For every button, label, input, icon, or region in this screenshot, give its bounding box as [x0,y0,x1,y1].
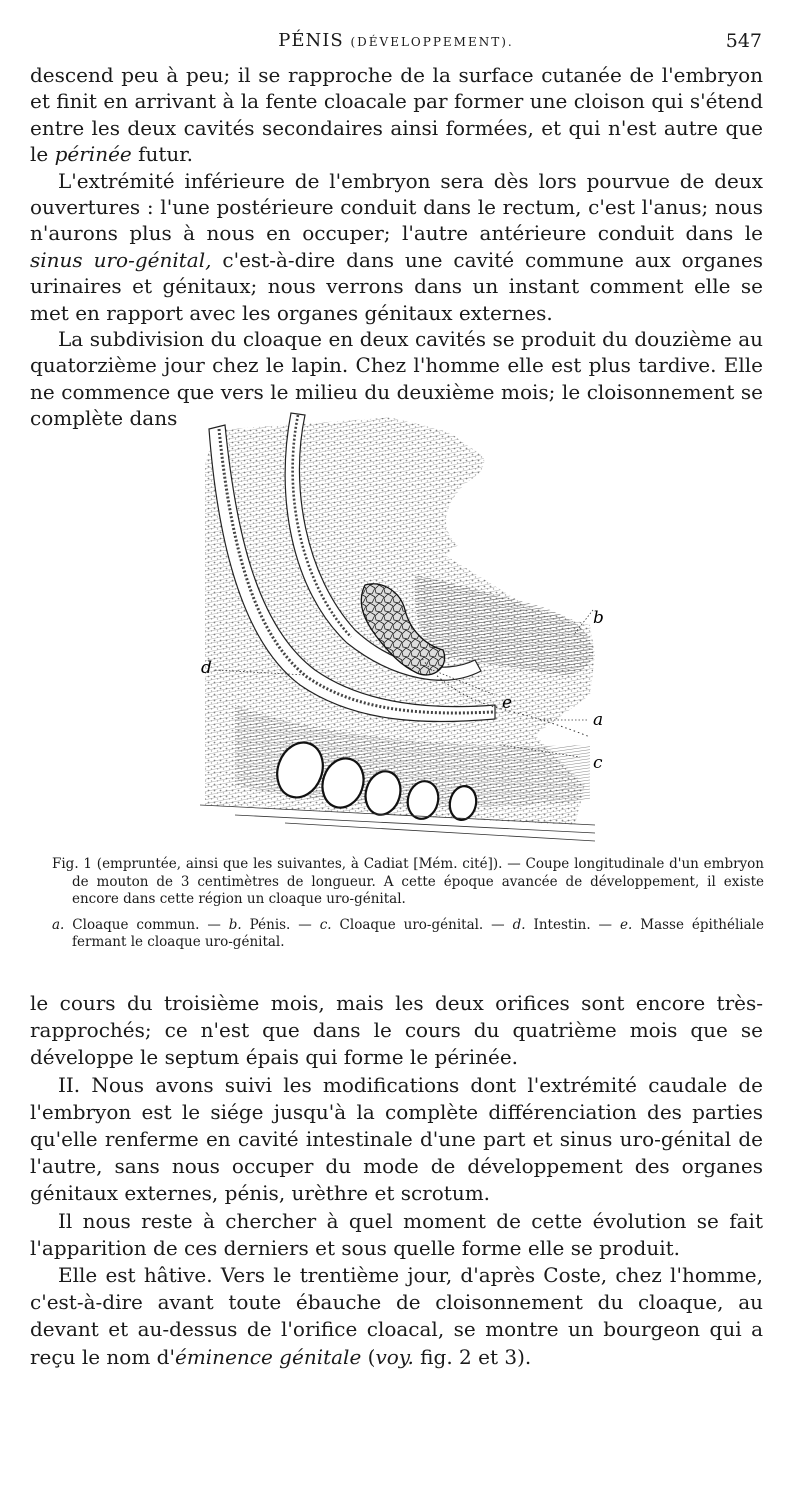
italic-term: sinus uro-génital, [30,247,212,272]
running-header [30,30,762,58]
label-b: b [593,608,604,628]
figure-embryo-section [195,405,605,845]
label-e: e [502,693,513,713]
figure-caption [52,856,764,952]
running-title-main: PÉNIS [278,30,344,51]
body-text-bottom [30,990,763,1371]
page-number: 547 [725,30,762,52]
body-text-top [30,62,763,432]
figure-illustration [195,405,605,845]
italic-term: voy. [375,1344,414,1369]
caption-legend: a. Cloaque commun. — b. Pénis. — c. Cloaque uro-génital. — d. Intestin. — e. Masse épithéliale fermant le cloaque uro-génital. [52,916,764,950]
running-title-sub: (DÉVELOPPEMENT). [350,35,514,49]
label-c: c [593,753,603,773]
paragraph-1: descend peu à peu; il se rapproche de la surface cutanée de l'embryon et finit en arrivant à la fente cloacale par former une cloison qui s'étend entre les deux cavités secondaires ainsi formées, et qui n'est autre que le périnée futur. [30,63,763,167]
paragraph-7: Elle est hâtive. Vers le trentième jour, d'après Coste, chez l'homme, c'est-à-dire avant toute ébauche de cloisonnement du cloaque, au devant et au-dessus de l'orifice cloacal, se montre un bourgeon qui a reçu le nom d'éminence génitale (voy. fig. 2 et 3). [30,1263,763,1369]
running-title [30,30,762,51]
paragraph-2: L'extrémité inférieure de l'embryon sera dès lors pourvue de deux ouvertures : l'une postérieure conduit dans le rectum, c'est l'anus; nous n'aurons plus à nous en occuper; l'autre antérieure conduit dans le sinus uro-génital, c'est-à-dire dans une cavité commune aux organes urinaires et génitaux; nous verrons dans un instant comment elle se met en rapport avec les organes génitaux externes. [30,168,763,325]
label-a: a [593,710,604,730]
paragraph-5: II. Nous avons suivi les modifications dont l'extrémité caudale de l'embryon est le siége jusqu'à la complète différenciation des parties qu'elle renferme en cavité intestinale d'une part et sinus uro-génital de l'autre, sans nous occuper du mode de développement des organes génitaux externes, pénis, urèthre et scrotum. [30,1072,763,1206]
italic-term: éminence génitale [174,1344,362,1369]
italic-term: périnée [54,142,132,167]
paragraph-4: le cours du troisième mois, mais les deux orifices sont encore très-rapprochés; ce n'est que dans le cours du quatrième mois que se développe le septum épais qui forme le périnée. [30,991,763,1070]
paragraph-3: La subdivision du cloaque en deux cavités se produit du douzième au quatorzième jour chez le lapin. Chez l'homme elle est plus tardive. Elle ne commence que vers le milieu du deuxième mois; le cloisonnement se complète dans [30,327,763,431]
caption-description: Fig. 1 (empruntée, ainsi que les suivantes, à Cadiat [Mém. cité]). — Coupe longitudinale d'un embryon de mouton de 3 centimètres de longueur. A cette époque avancée de développement, il existe encore dans cette région un cloaque uro-génital. [52,856,764,907]
paragraph-6: Il nous reste à chercher à quel moment de cette évolution se fait l'apparition de ces derniers et sous quelle forme elle se produit. [30,1208,763,1260]
label-d: d [201,658,212,678]
